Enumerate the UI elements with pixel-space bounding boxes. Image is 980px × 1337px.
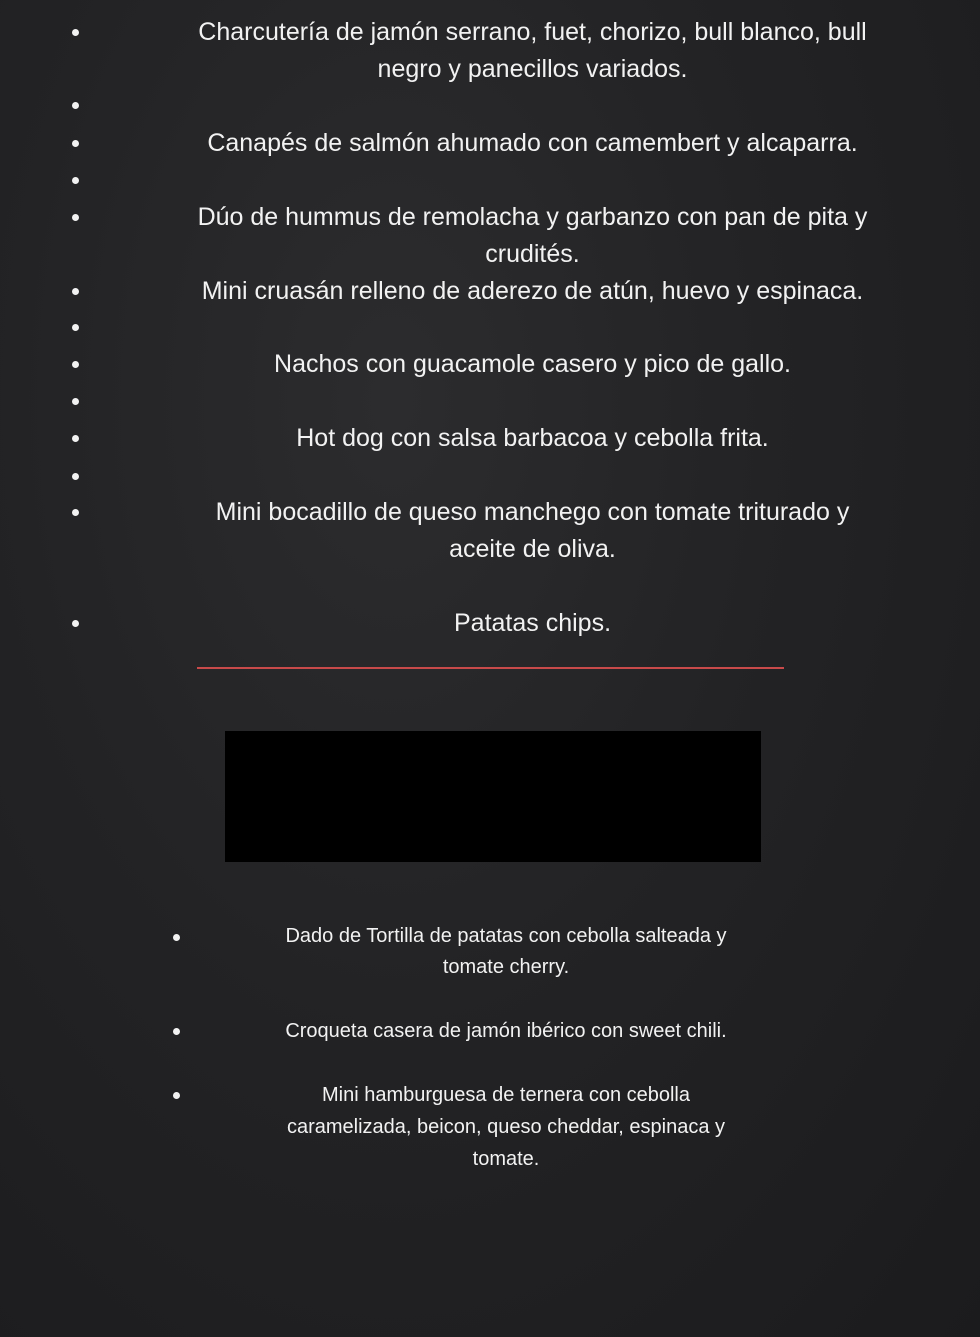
list-item-line: Nachos con guacamole casero y pico de gallo. xyxy=(274,350,791,378)
list-item-line: tomate cherry. xyxy=(442,956,570,978)
list-item-line: tomate. xyxy=(472,1148,540,1170)
list-item-line: crudités. xyxy=(485,240,580,268)
bullet xyxy=(72,435,79,442)
bullet xyxy=(173,1028,180,1035)
list-item-line: Patatas chips. xyxy=(453,609,612,637)
list-item-line: Croqueta casera de jamón ibérico con sweet chili. xyxy=(285,1020,727,1042)
list-item-line: Hot dog con salsa barbacoa y cebolla frita. xyxy=(296,424,769,452)
list-item-line: Mini cruasán relleno de aderezo de atún, huevo y espinaca. xyxy=(201,277,864,305)
list-item-line: Dúo de hummus de remolacha y garbanzo con pan de pita y xyxy=(197,203,868,231)
divider xyxy=(197,667,784,669)
bullet xyxy=(72,140,79,147)
list-item-line: aceite de oliva. xyxy=(449,535,616,563)
redacted-block xyxy=(225,731,761,862)
bullet xyxy=(72,324,79,331)
bullet xyxy=(173,1092,180,1099)
bullet xyxy=(72,288,79,295)
bullet xyxy=(72,214,79,221)
bullet xyxy=(72,509,79,516)
list-item-line: Mini hamburguesa de ternera con cebolla xyxy=(322,1084,690,1106)
list-item-line: Charcutería de jamón serrano, fuet, chorizo, bull blanco, bull xyxy=(198,18,867,46)
bullet xyxy=(72,361,79,368)
bullet xyxy=(173,934,180,941)
bullet xyxy=(72,29,79,36)
bullet xyxy=(72,177,79,184)
bullet xyxy=(72,473,79,480)
list-item-line: negro y panecillos variados. xyxy=(377,55,688,83)
bullet xyxy=(72,620,79,627)
list-item-line: Mini bocadillo de queso manchego con tomate triturado y xyxy=(215,498,850,526)
bullet xyxy=(72,102,79,109)
list-item-line: Dado de Tortilla de patatas con cebolla salteada y xyxy=(285,925,727,947)
list-item-line: caramelizada, beicon, queso cheddar, espinaca y xyxy=(286,1116,726,1138)
list-item-line: Canapés de salmón ahumado con camembert y alcaparra. xyxy=(207,129,858,157)
bullet xyxy=(72,398,79,405)
